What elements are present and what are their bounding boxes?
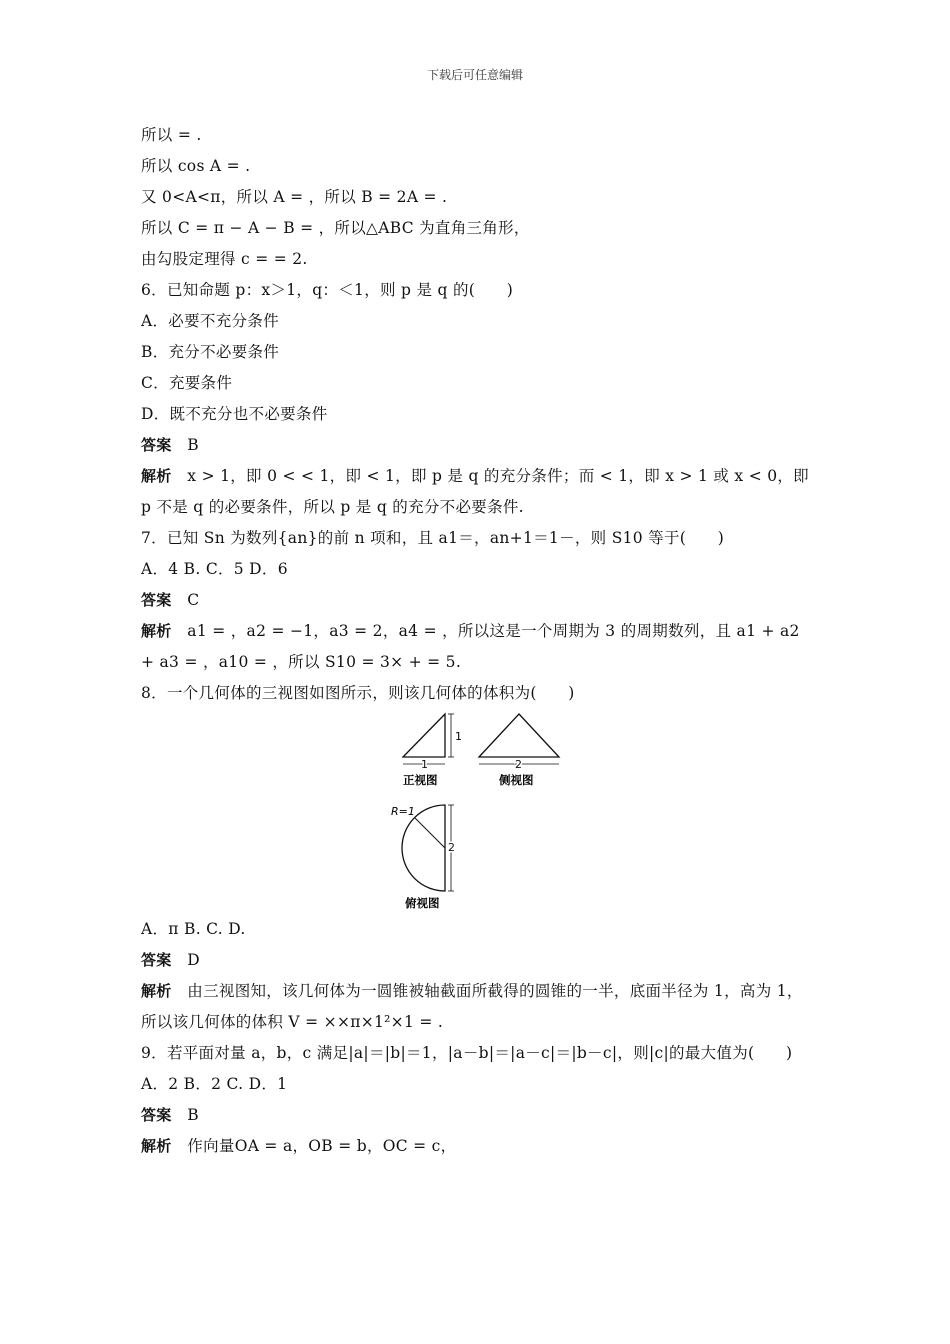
text-line: 所以 = . bbox=[141, 126, 202, 144]
radius-label: R=1 bbox=[391, 805, 415, 818]
analysis-label: 解析 bbox=[141, 982, 172, 1000]
answer-line bbox=[141, 1100, 811, 1131]
analysis-text: 作向量OA = a，OB = b，OC = c， bbox=[187, 1137, 457, 1155]
side-width-label: 2 bbox=[515, 758, 522, 771]
analysis-line-2: 所以该几何体的体积 V = ××π×1²×1 = . bbox=[141, 1013, 444, 1031]
option-c: C．充要条件 bbox=[141, 374, 233, 392]
side-view-caption: 侧视图 bbox=[499, 773, 534, 787]
text-line: 所以 cos A = . bbox=[141, 157, 251, 175]
analysis-label: 解析 bbox=[141, 622, 172, 640]
document-body bbox=[141, 120, 811, 1162]
front-side-view-svg bbox=[141, 709, 811, 799]
side-view-triangle bbox=[479, 714, 559, 757]
analysis-line bbox=[141, 616, 811, 678]
answer-line bbox=[141, 585, 811, 616]
answer-line bbox=[141, 430, 811, 461]
three-view-figure-top bbox=[141, 709, 811, 799]
question-8-stem: 8．一个几何体的三视图如图所示，则该几何体的体积为( ) bbox=[141, 684, 575, 702]
question-8-options: A．π B. C. D. bbox=[141, 920, 246, 938]
analysis-line bbox=[141, 976, 811, 1007]
answer-value: B bbox=[187, 1106, 199, 1124]
analysis-line bbox=[141, 461, 811, 523]
answer-value: D bbox=[187, 951, 201, 969]
answer-value: B bbox=[187, 436, 199, 454]
top-view-caption: 俯视图 bbox=[405, 896, 440, 910]
answer-label: 答案 bbox=[141, 436, 172, 454]
question-9-options: A．2 B．2 C. D．1 bbox=[141, 1075, 288, 1093]
analysis-label: 解析 bbox=[141, 1137, 172, 1155]
option-a: A．必要不充分条件 bbox=[141, 312, 279, 330]
answer-label: 答案 bbox=[141, 1106, 172, 1124]
answer-value: C bbox=[187, 591, 200, 609]
page-header: 下载后可任意编辑 bbox=[426, 68, 523, 82]
option-b: B．充分不必要条件 bbox=[141, 343, 280, 361]
analysis-text: 由三视图知，该几何体为一圆锥被轴截面所截得的圆锥的一半，底面半径为 1，高为 1， bbox=[187, 982, 803, 1000]
analysis-label: 解析 bbox=[141, 467, 172, 485]
question-6-stem: 6．已知命题 p：x＞1，q：＜1，则 p 是 q 的( ) bbox=[141, 281, 514, 299]
question-9-stem: 9．若平面对量 a，b，c 满足|a|＝|b|＝1，|a－b|＝|a－c|＝|b－c|，则|c|的最大值为( ) bbox=[141, 1044, 793, 1062]
answer-label: 答案 bbox=[141, 591, 172, 609]
radius-line bbox=[415, 818, 445, 848]
analysis-line bbox=[141, 1131, 811, 1162]
front-view-caption: 正视图 bbox=[403, 773, 438, 787]
text-line: 所以 C = π − A − B = ，所以△ABC 为直角三角形， bbox=[141, 219, 530, 237]
answer-label: 答案 bbox=[141, 951, 172, 969]
front-width-label: 1 bbox=[421, 758, 428, 771]
text-line: 又 0<A<π，所以 A = ，所以 B = 2A = . bbox=[141, 188, 448, 206]
analysis-text: a1 = ，a2 = −1，a3 = 2，a4 = ，所以这是一个周期为 3 的周期数列，且 a1 + a2 + a3 = ，a10 = ，所以 S10 = 3× + = 5. bbox=[141, 622, 800, 671]
three-view-figure-bottom bbox=[141, 799, 811, 914]
top-view-svg bbox=[141, 799, 811, 914]
front-view-triangle bbox=[403, 714, 445, 757]
answer-line bbox=[141, 945, 811, 976]
question-7-stem: 7．已知 Sn 为数列{an}的前 n 项和，且 a1＝，an+1＝1－，则 S10 等于( ) bbox=[141, 529, 725, 547]
front-height-label: 1 bbox=[455, 730, 462, 743]
option-d: D．既不充分也不必要条件 bbox=[141, 405, 328, 423]
top-height-label: 2 bbox=[448, 841, 455, 854]
question-7-options: A．4 B. C．5 D．6 bbox=[141, 560, 288, 578]
analysis-text: x > 1，即 0 < < 1，即 < 1，即 p 是 q 的充分条件；而 < 1，即 x > 1 或 x < 0，即 p 不是 q 的必要条件，所以 p 是 q 的充分不必要条件. bbox=[141, 467, 809, 516]
text-line: 由勾股定理得 c = = 2. bbox=[141, 250, 308, 268]
